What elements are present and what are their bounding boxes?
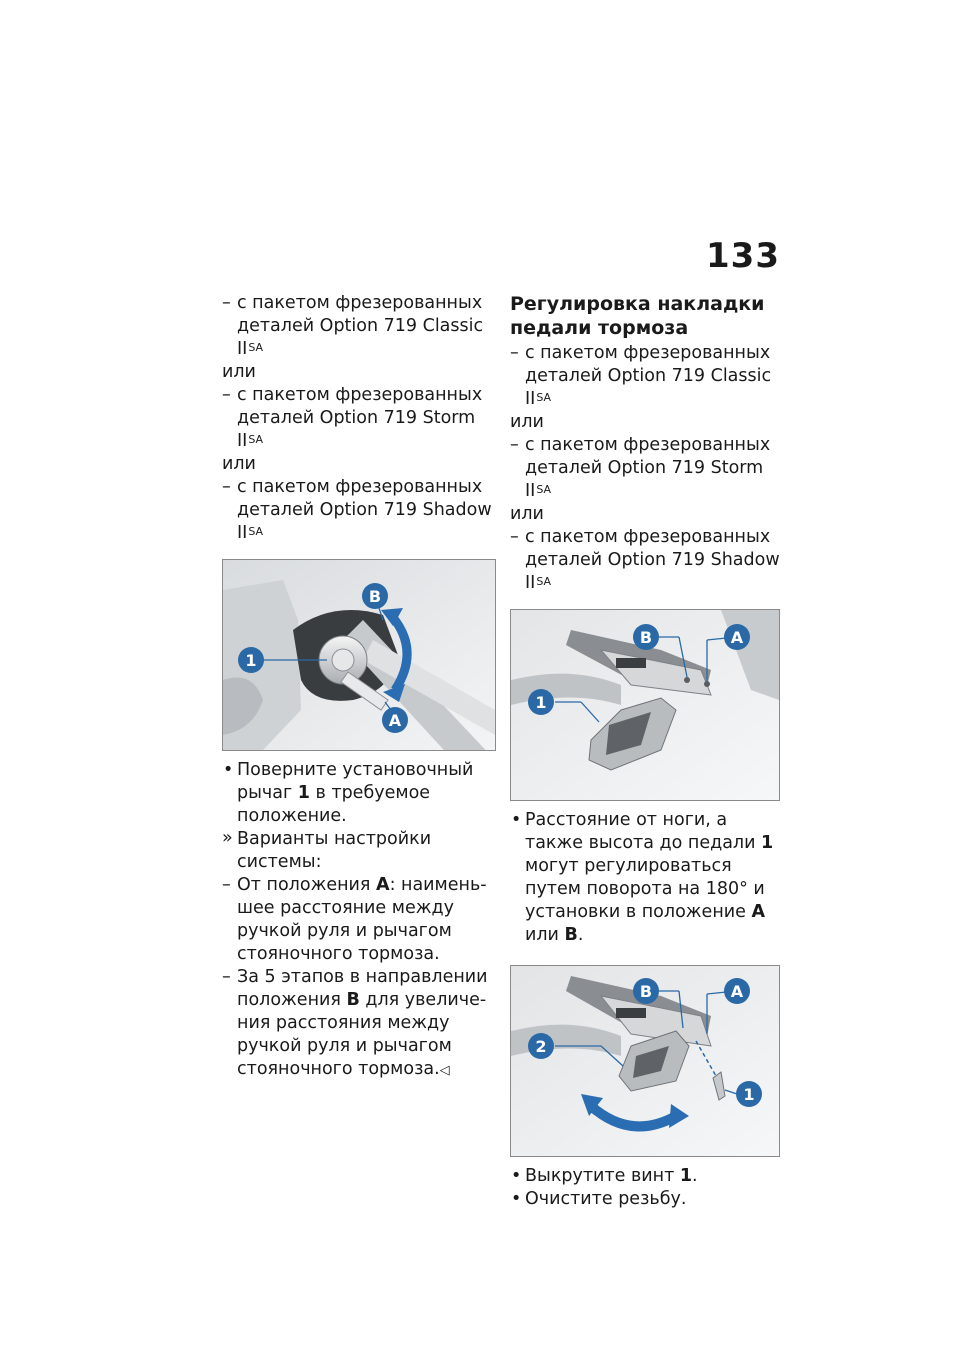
option-shadow: – с пакетом фрезерованных деталей Option 719 Shadow $II^{SA}$ [510, 526, 782, 595]
instruction-turn-lever: • Поверните установочный рычаг 1 в требуемое положение. [222, 759, 496, 828]
callout-b-label: B [639, 628, 653, 647]
option-classic: – с пакетом фрезерованных деталей Option 719 Classic $II^{SA}$ [510, 342, 782, 411]
left-column [222, 292, 496, 1082]
variant-position-b: – За 5 этапов в направлении положения B для увеличения расстояния между ручкой руля и рычагом стояночного тормоза.◁ [222, 966, 496, 1082]
right-column [510, 292, 782, 1211]
callout-a-label: A [730, 982, 744, 1001]
callout-1-label: 1 [245, 651, 257, 670]
parking-brake-lever-figure [222, 559, 496, 751]
instruction-unscrew: • Выкрутите винт 1. [510, 1165, 782, 1188]
brake-pedal-screw-illustration [511, 966, 779, 1156]
option-classic: – с пакетом фрезерованных деталей Option 719 Classic $II^{SA}$ [222, 292, 496, 361]
brake-pedal-illustration [511, 610, 779, 800]
section-heading: Регулировка накладки педали тормоза [510, 293, 765, 339]
callout-b-label: B [639, 982, 653, 1001]
option-storm: – с пакетом фрезерованных деталей Option 719 Storm $II^{SA}$ [222, 384, 496, 453]
callout-a-label: A [730, 628, 744, 647]
callout-1-label: 1 [535, 693, 547, 712]
instruction-clean-thread: • Очистите резьбу. [510, 1188, 782, 1211]
instruction-distance: • Расстояние от ноги, а также высота до педали 1 могут регулироваться путем поворота на 180° и установки в положение A или B. [510, 809, 782, 947]
callout-1-label: 1 [743, 1085, 755, 1104]
option-shadow: – с пакетом фрезерованных деталей Option 719 Shadow $II^{SA}$ [222, 476, 496, 545]
or-text: или [510, 504, 544, 524]
brake-pedal-figure [510, 609, 780, 801]
or-text: или [222, 362, 256, 382]
or-text: или [510, 412, 544, 432]
or-text: или [222, 454, 256, 474]
option-storm: – с пакетом фрезерованных деталей Option 719 Storm $II^{SA}$ [510, 434, 782, 503]
parking-brake-lever-illustration [223, 560, 495, 750]
callout-2-label: 2 [535, 1037, 547, 1056]
callout-a-label: A [388, 711, 402, 730]
end-of-section-mark: ◁ [439, 1063, 450, 1078]
brake-pedal-screw-figure [510, 965, 780, 1157]
variants-label: » Варианты настройки системы: [222, 828, 496, 874]
variant-position-a: – От положения A: наименьшее расстояние между ручкой руля и рычагом стояночного тормоза. [222, 874, 496, 966]
callout-b-label: B [368, 587, 382, 606]
page-number: 133 [706, 236, 780, 276]
